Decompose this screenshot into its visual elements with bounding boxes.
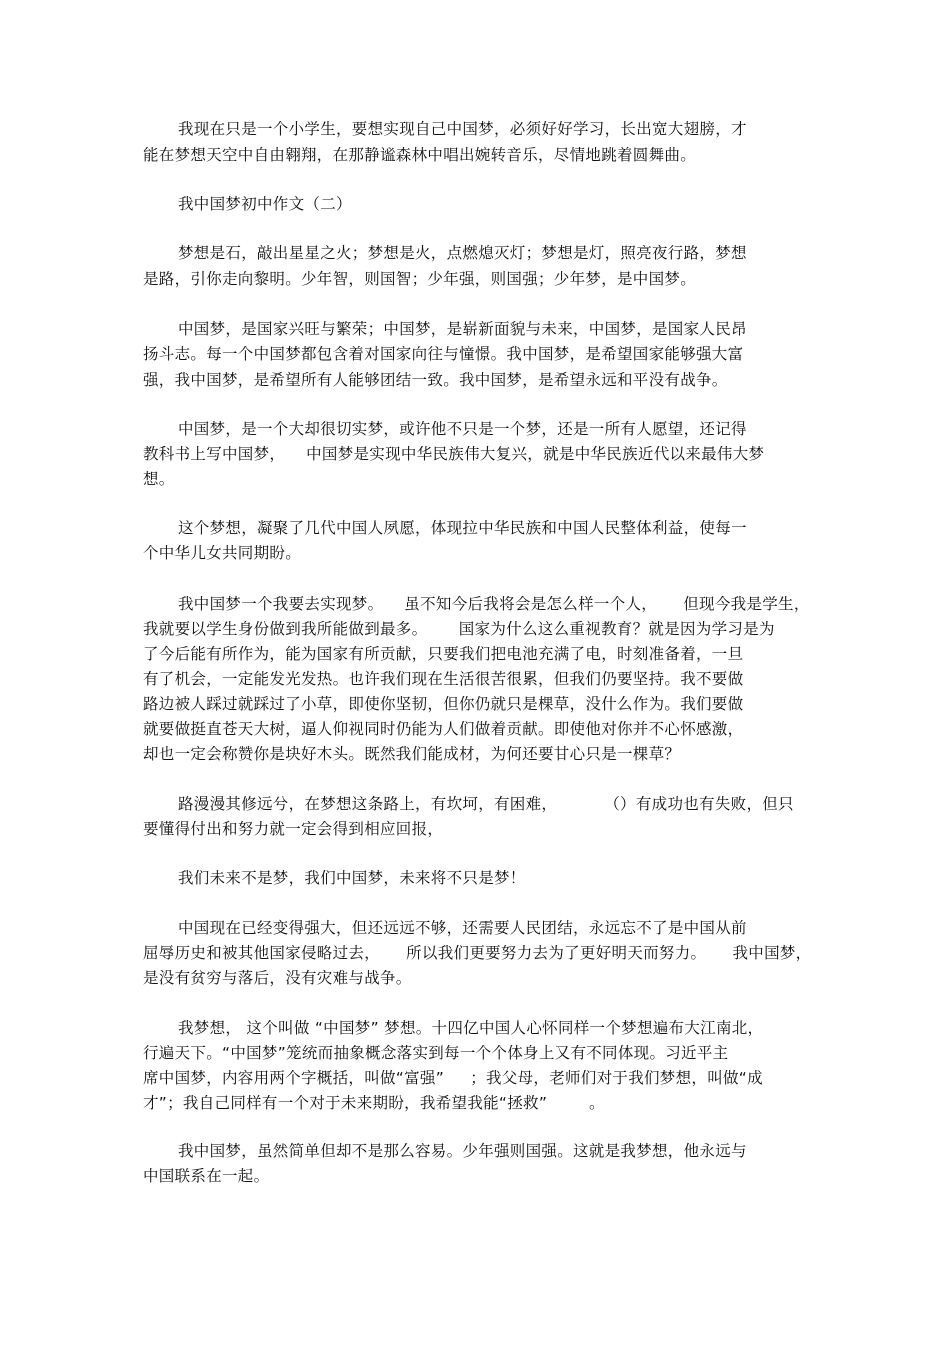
- text-line: 强，我中国梦，是希望所有人能够团结一致。我中国梦，是希望永远和平没有战争。: [143, 371, 728, 389]
- text-line: 中国联系在一起。: [143, 1167, 270, 1185]
- text-line: 路边被人踩过就踩过了小草，即使你坚韧，但你仍就只是棵草，没什么作为。我们要做: [143, 695, 744, 713]
- text-line: 行遍天下。“中国梦”笼统而抽象概念落实到每一个个体身上又有不同体现。习近平主: [143, 1044, 729, 1062]
- text-line: 我梦想， 这个叫做 “中国梦” 梦想。十四亿中国人心怀同样一个梦想遍布大江南北，: [178, 1019, 764, 1037]
- text-line: 想。: [143, 470, 175, 488]
- text-line: 我中国梦，虽然简单但却不是那么容易。少年强则国强。这就是我梦想，他永远与: [178, 1142, 747, 1160]
- text-line: 教科书上写中国梦， 中国梦是实现中华民族伟大复兴，就是中华民族近代以来最伟大梦: [143, 445, 765, 463]
- text-line: 席中国梦，内容用两个字概括，叫做“富强” ；我父母，老师们对于我们梦想，叫做“成: [143, 1069, 763, 1087]
- text-line: 屈辱历史和被其他国家侵略过去， 所以我们更要努力去为了更好明天而努力。 我中国梦，: [143, 944, 812, 962]
- text-line: 是没有贫穷与落后，没有灾难与战争。: [143, 969, 412, 987]
- text-line: 梦想是石，敲出星星之火；梦想是火，点燃熄灭灯；梦想是灯，照亮夜行路，梦想: [178, 244, 747, 262]
- text-line: 我现在只是一个小学生，要想实现自己中国梦，必须好好学习，长出宽大翅膀，才: [178, 120, 747, 138]
- text-line: 中国梦，是国家兴旺与繁荣；中国梦，是崭新面貌与未来，中国梦，是国家人民昂: [178, 320, 747, 338]
- text-line: 个中华儿女共同期盼。: [143, 544, 302, 562]
- text-line: 扬斗志。每一个中国梦都包含着对国家向往与憧憬。我中国梦，是希望国家能够强大富: [143, 345, 744, 363]
- text-line: 却也一定会称赞你是块好木头。既然我们能成材，为何还要甘心只是一棵草？: [143, 745, 681, 763]
- text-line: 中国现在已经变得强大，但还远远不够，还需要人民团结，永远忘不了是中国从前: [178, 919, 747, 937]
- text-line: 了今后能有所作为，能为国家有所贡献，只要我们把电池充满了电，时刻准备着，一旦: [143, 645, 744, 663]
- text-line: 才”；我自己同样有一个对于未来期盼，我希望我能“拯救” 。: [143, 1094, 605, 1112]
- text-line: 有了机会，一定能发光发热。也许我们现在生活很苦很累，但我们仍要坚持。我不要做: [143, 670, 744, 688]
- text-line: 能在梦想天空中自由翱翔，在那静谧森林中唱出婉转音乐，尽情地跳着圆舞曲。: [143, 146, 697, 164]
- heading-line: 我中国梦初中作文（二）: [178, 195, 352, 213]
- text-line: 中国梦，是一个大却很切实梦，或许他不只是一个梦，还是一所有人愿望，还记得: [178, 420, 747, 438]
- text-line: 要懂得付出和努力就一定会得到相应回报，: [143, 820, 444, 838]
- text-line: 我就要以学生身份做到我所能做到最多。 国家为什么这么重视教育？就是因为学习是为: [143, 620, 775, 638]
- text-line: 我们未来不是梦，我们中国梦，未来将不只是梦！: [178, 869, 526, 887]
- text-line: 这个梦想，凝聚了几代中国人夙愿，体现拉中华民族和中国人民整体利益，使每一: [178, 519, 747, 537]
- text-line: 路漫漫其修远兮，在梦想这条路上，有坎坷，有困难， （）有成功也有失败，但只: [178, 795, 794, 813]
- text-line: 我中国梦一个我要去实现梦。 虽不知今后我将会是怎么样一个人， 但现今我是学生，: [178, 595, 810, 613]
- text-line: 是路，引你走向黎明。少年智，则国智；少年强，则国强；少年梦，是中国梦。: [143, 270, 697, 288]
- text-line: 就要做挺直苍天大树，逼人仰视同时仍能为人们做着贡献。即使他对你并不心怀感激，: [143, 720, 744, 738]
